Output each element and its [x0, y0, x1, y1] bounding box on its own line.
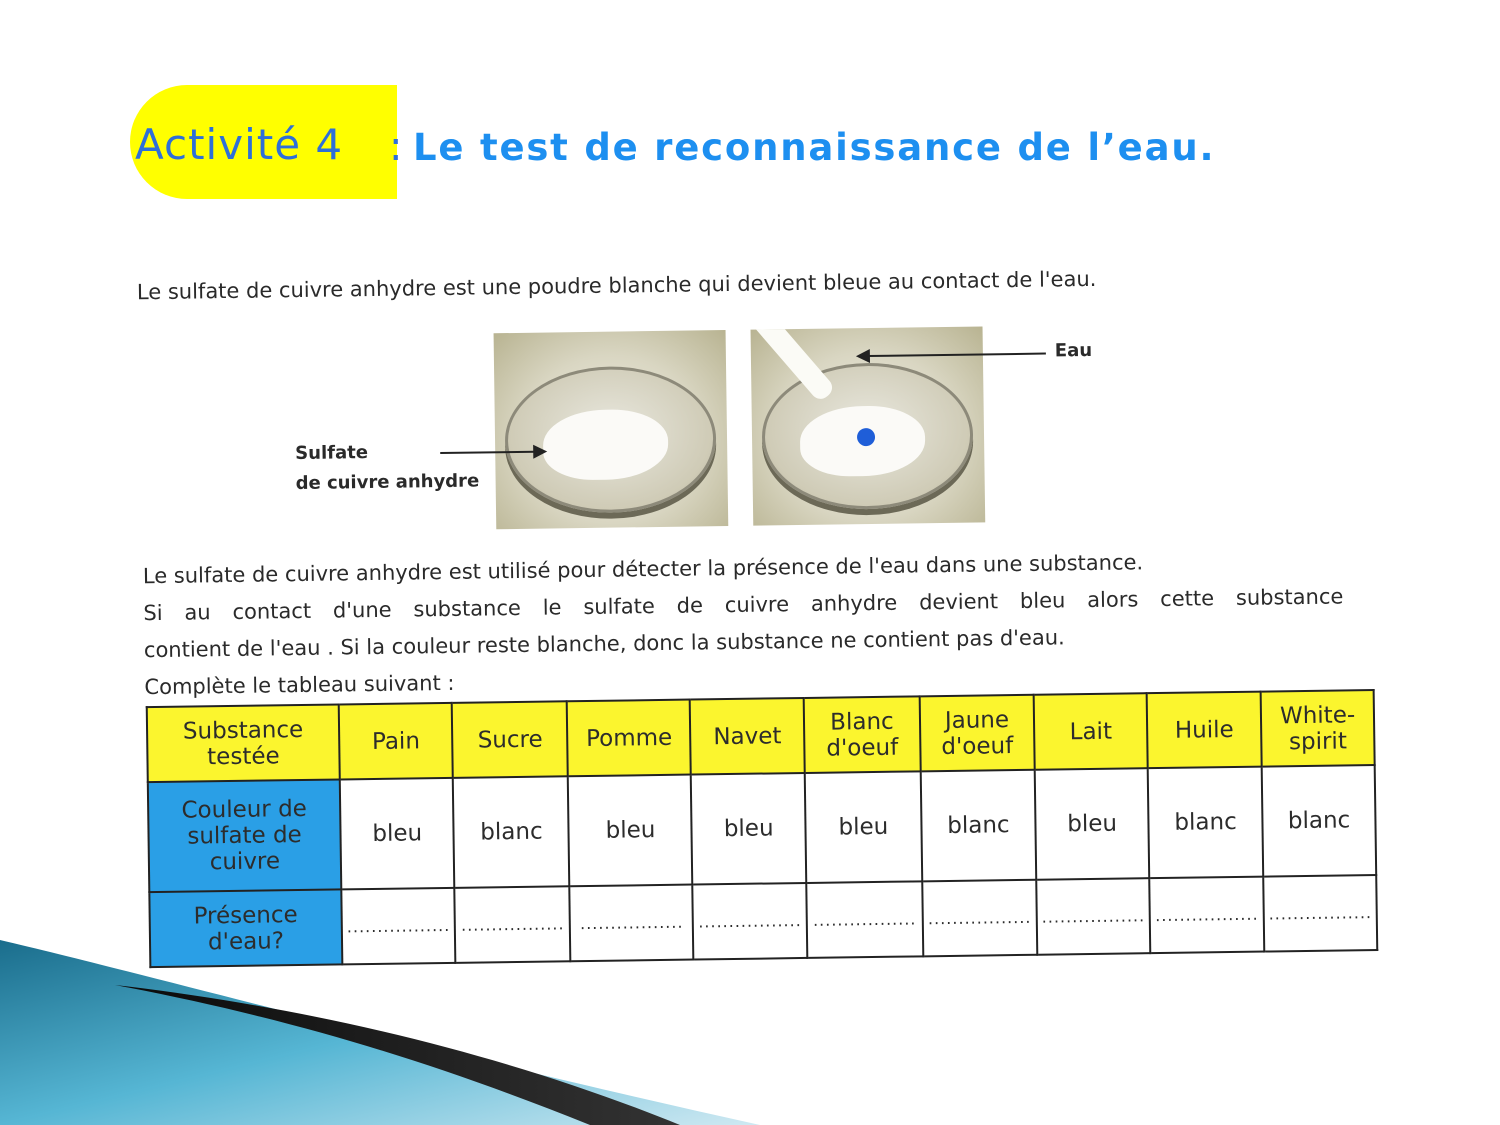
row-header-couleur: Couleur de sulfate de cuivre: [148, 779, 342, 892]
substance-cell: Blanc d'oeuf: [804, 696, 921, 773]
presence-blank[interactable]: .................: [1036, 878, 1151, 955]
color-cell: bleu: [805, 771, 923, 883]
color-cell: blanc: [1262, 765, 1377, 877]
row-header-presence: Présence d'eau?: [149, 889, 342, 967]
color-cell: bleu: [1035, 768, 1150, 880]
explanation-paragraph: [143, 541, 1345, 706]
title-colon: :: [389, 124, 403, 170]
presence-blank[interactable]: .................: [1150, 877, 1265, 954]
activity-label: Activité 4: [135, 120, 344, 169]
presence-blank[interactable]: .................: [922, 880, 1037, 957]
color-cell: bleu: [340, 778, 455, 890]
para-line-1: Le sulfate de cuivre anhydre est utilisé pour détecter la présence de l'eau dans une substance.: [142, 550, 1144, 589]
presence-blank[interactable]: .................: [455, 886, 571, 963]
substance-cell: Pain: [339, 703, 454, 780]
substance-cell: Jaune d'oeuf: [920, 695, 1035, 772]
color-cell: blanc: [453, 776, 570, 888]
decorative-swoosh: [0, 940, 760, 1125]
presence-blank[interactable]: .................: [570, 885, 694, 962]
row-header-substance: Substance testée: [147, 704, 340, 782]
color-cell: blanc: [921, 770, 1037, 882]
substance-cell: Sucre: [452, 701, 568, 778]
presence-blank[interactable]: .................: [1263, 875, 1378, 952]
page-title: Le test de reconnaissance de l’eau.: [413, 126, 1216, 169]
arrow-left-icon: [856, 349, 870, 363]
color-cell: bleu: [691, 773, 806, 885]
blue-spot: [857, 428, 875, 446]
substance-cell: Navet: [690, 698, 805, 775]
label-sulfate-line1: Sulfate: [295, 442, 369, 465]
para-line-3: contient de l'eau . Si la couleur reste blanche, donc la substance ne contient pas d'eau.: [143, 625, 1065, 663]
presence-blank[interactable]: .................: [806, 881, 923, 958]
substance-cell: Lait: [1034, 693, 1149, 770]
results-table: [146, 689, 1379, 968]
substance-cell: White- spirit: [1261, 690, 1376, 767]
label-sulfate-line2: de cuivre anhydre: [295, 470, 480, 495]
presence-blank[interactable]: .................: [341, 888, 456, 965]
photo-dry-sulfate: [494, 330, 729, 529]
para-line-4: Complète le tableau suivant :: [144, 670, 455, 700]
worksheet: [124, 241, 1379, 988]
substance-cell: Huile: [1147, 692, 1262, 769]
color-cell: bleu: [568, 775, 693, 887]
color-cell: blanc: [1148, 767, 1263, 879]
intro-text: Le sulfate de cuivre anhydre est une poudre blanche qui devient bleue au contact de l'eau.: [136, 266, 1097, 305]
arrow-right-icon: [533, 445, 547, 459]
label-water: Eau: [1054, 339, 1093, 362]
presence-blank[interactable]: .................: [693, 883, 808, 960]
para-line-2: Si au contact d'une substance le sulfate de cuivre anhydre devient bleu alors cette substance: [143, 584, 1344, 626]
table-row-colors: [148, 765, 1377, 892]
substance-cell: Pomme: [567, 700, 691, 777]
label-sulfate: [295, 436, 479, 499]
